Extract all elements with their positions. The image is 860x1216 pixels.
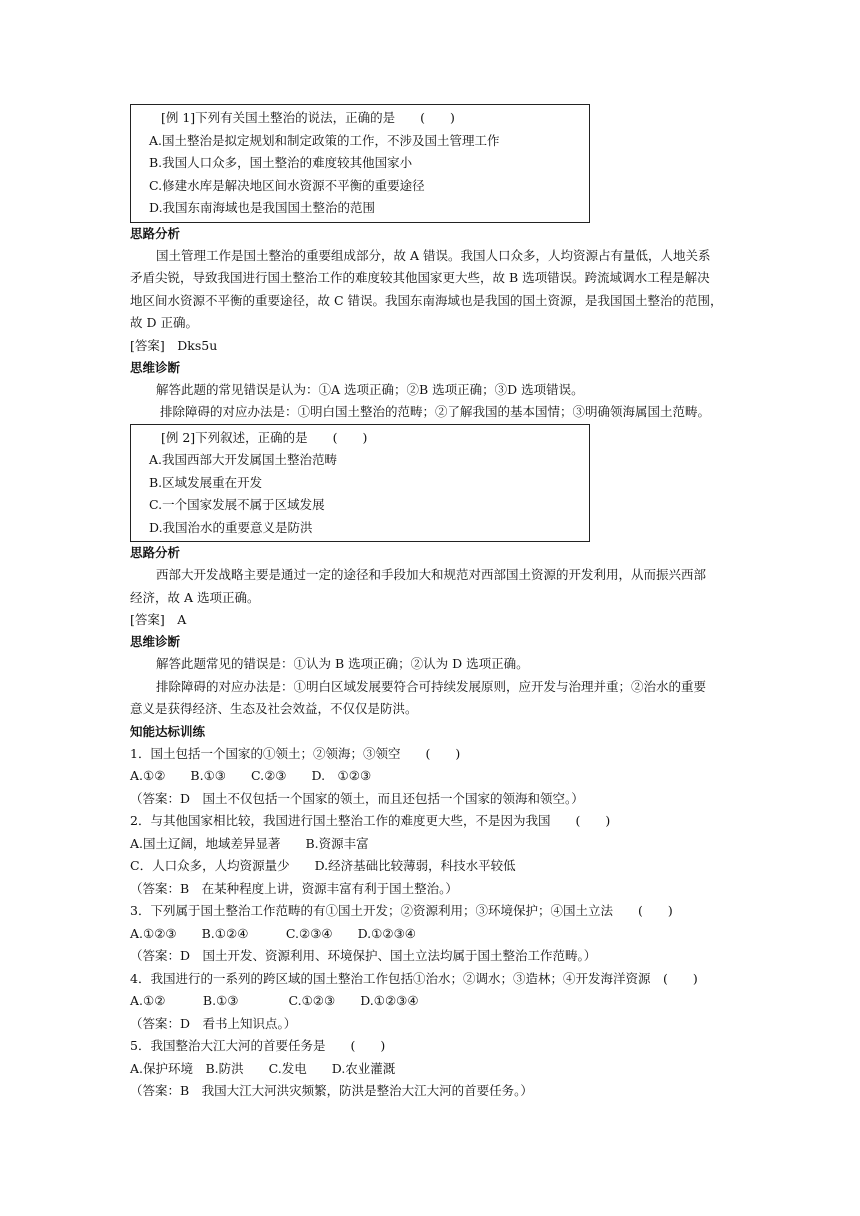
question-4-stem: 4．我国进行的一系列的跨区域的国土整治工作包括①治水；②调水；③造林；④开发海洋资源 ( )	[130, 970, 698, 986]
question-2-options: A.国土辽阔，地域差异显著 B.资源丰富	[130, 835, 369, 851]
training-heading: 知能达标训练	[130, 723, 206, 739]
question-1-options: A.①② B.①③ C.②③ D. ①②③	[130, 768, 372, 783]
example-2-option-b: B.区域发展重在开发	[149, 474, 263, 490]
question-2-options: C．人口众多，人均资源量少 D.经济基础比较薄弱，科技水平较低	[130, 858, 516, 873]
example-1-analysis-line: 地区间水资源不平衡的重要途径，故 C 错误。我国东南海域也是我国的国土资源，是我国国土整治的范围，	[130, 292, 723, 308]
example-2-answer: [答案] A	[130, 612, 187, 627]
example-1-analysis-heading: 思路分析	[130, 225, 181, 241]
example-2-option-a: A.我国西部大开发属国土整治范畴	[149, 452, 338, 467]
question-3-options: A.①②③ B.①②④ C.②③④ D.①②③④	[130, 925, 416, 941]
question-1	[130, 743, 730, 811]
question-5-stem: 5．我国整治大江大河的首要任务是 ( )	[130, 1038, 386, 1053]
example-1-option-a: A.国土整治是拟定规划和制定政策的工作，不涉及国土管理工作	[149, 132, 500, 148]
question-1-stem: 1．国土包括一个国家的①领土；②领海；③领空 ( )	[130, 745, 461, 761]
question-2-stem: 2．与其他国家相比较，我国进行国土整治工作的难度更大些，不是因为我国 ( )	[130, 813, 611, 828]
example-1-option-c: C.修建水库是解决地区间水资源不平衡的重要途径	[149, 177, 425, 193]
question-5	[130, 1035, 730, 1103]
example-2-analysis-line: 西部大开发战略主要是通过一定的途径和手段加大和规范对西部国土资源的开发利用，从而振兴西部	[156, 567, 707, 582]
example-1-analysis-line: 故 D 正确。	[130, 315, 198, 330]
question-4	[130, 968, 730, 1036]
question-4-options: A.①② B.①③ C.①②③ D.①②③④	[130, 993, 419, 1008]
example-1-option-b: B.我国人口众多，国土整治的难度较其他国家小	[149, 155, 413, 170]
example-1-diagnosis-heading: 思维诊断	[130, 359, 181, 375]
question-4-answer: （答案：D 看书上知识点。）	[130, 1015, 297, 1031]
example-1-box	[130, 104, 590, 223]
example-1-analysis-line: 矛盾尖锐，导致我国进行国土整治工作的难度较其他国家更大些，故 B 选项错误。跨流域调水工程是解决	[130, 270, 710, 285]
example-1-diagnosis-line: 解答此题的常见错误是认为：①A 选项正确；②B 选项正确；③D 选项错误。	[156, 381, 584, 397]
question-3	[130, 900, 730, 968]
example-1-stem: [例 1]下列有关国土整治的说法，正确的是 ( )	[161, 110, 455, 125]
example-2-diagnosis-line: 解答此题常见的错误是：①认为 B 选项正确；②认为 D 选项正确。	[156, 656, 529, 671]
example-2-analysis-heading: 思路分析	[130, 545, 181, 560]
example-2-stem: [例 2]下列叙述，正确的是 ( )	[161, 429, 368, 445]
example-1-analysis	[130, 245, 730, 335]
document-page	[130, 104, 730, 1103]
question-2-answer: （答案：B 在某种程度上讲，资源丰富有利于国土整治。）	[130, 880, 458, 896]
example-1-diagnosis-line: 排除障碍的对应办法是：①明白国土整治的范畴；②了解我国的基本国情；③明确领海属国土范畴。	[160, 404, 711, 419]
example-1-analysis-line: 国土管理工作是国土整治的重要组成部分，故 A 错误。我国人口众多，人均资源占有量低，人地关系	[156, 247, 711, 263]
example-1-answer: [答案] Dks5u	[130, 337, 218, 353]
question-2	[130, 810, 730, 900]
question-3-answer: （答案：D 国土开发、资源利用、环境保护、国土立法均属于国土整治工作范畴。）	[130, 948, 597, 963]
example-2-diagnosis-heading: 思维诊断	[130, 634, 181, 649]
question-3-stem: 3．下列属于国土整治工作范畴的有①国土开发；②资源利用；③环境保护；④国土立法 ( )	[130, 903, 673, 918]
question-5-answer: （答案：B 我国大江大河洪灾频繁，防洪是整治大江大河的首要任务。）	[130, 1083, 533, 1098]
example-2-analysis-line: 经济，故 A 选项正确。	[130, 589, 260, 605]
example-2-diagnosis-line: 排除障碍的对应办法是：①明白区域发展要符合可持续发展原则，应开发与治理并重；②治水的重要	[156, 678, 707, 694]
question-5-options: A.保护环境 B.防洪 C.发电 D.农业灌溉	[130, 1060, 396, 1076]
example-1-option-d: D.我国东南海域也是我国国土整治的范围	[149, 200, 376, 215]
example-2-option-c: C.一个国家发展不属于区域发展	[149, 497, 325, 512]
question-1-answer: （答案：D 国土不仅包括一个国家的领土，而且还包括一个国家的领海和领空。）	[130, 790, 584, 806]
example-2-diagnosis-line: 意义是获得经济、生态及社会效益，不仅仅是防洪。	[130, 701, 418, 716]
example-2-box	[130, 424, 590, 543]
example-2-option-d: D.我国治水的重要意义是防洪	[149, 519, 313, 535]
